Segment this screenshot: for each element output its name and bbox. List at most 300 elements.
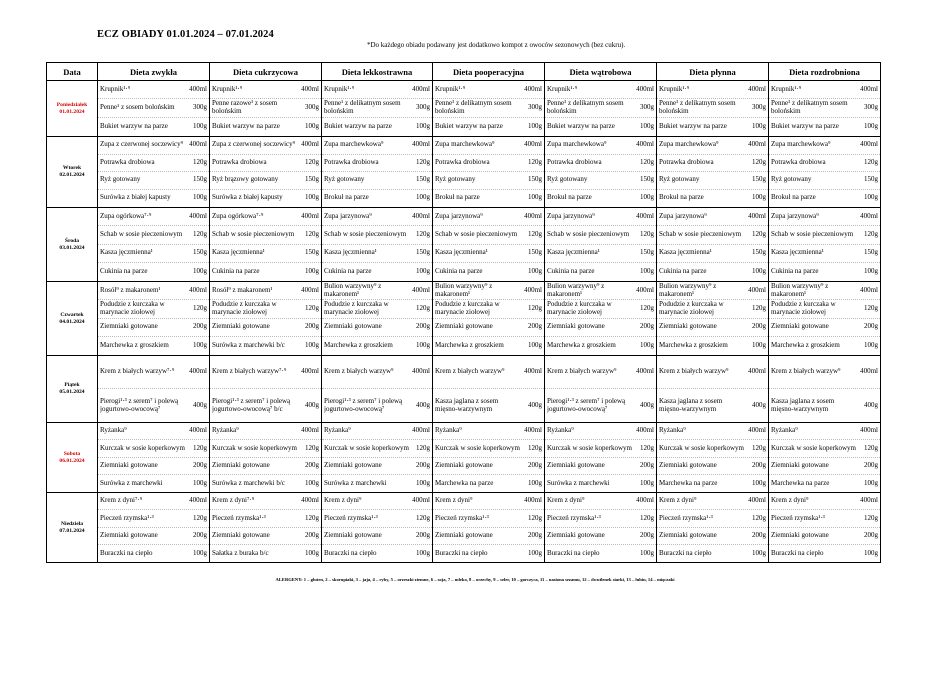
dish-list bbox=[210, 137, 321, 207]
dish-name: Ziemniaki gotowane bbox=[547, 461, 605, 469]
dish-name: Surówka z marchewki bbox=[547, 479, 610, 487]
menu-cell-light bbox=[322, 282, 433, 356]
dish-item bbox=[98, 458, 209, 475]
dish-name: Schab w sosie pieczeniowym bbox=[771, 231, 854, 239]
dish-portion: 400ml bbox=[636, 285, 654, 294]
dish-portion: 400ml bbox=[748, 285, 766, 294]
dish-portion: 120g bbox=[416, 304, 430, 313]
dish-item bbox=[657, 545, 768, 562]
dish-item bbox=[769, 458, 880, 475]
dish-name: Potrawka drobiowa bbox=[659, 158, 714, 166]
dish-name: Cukinia na parze bbox=[547, 268, 595, 276]
day-cell bbox=[47, 356, 98, 423]
dish-name: Potrawka drobiowa bbox=[771, 158, 826, 166]
dish-name: Potrawka drobiowa bbox=[324, 158, 379, 166]
dish-item bbox=[769, 493, 880, 510]
header-diet-liquid: Dieta płynna bbox=[657, 63, 769, 81]
dish-portion: 120g bbox=[864, 513, 878, 522]
dish-name: Pieczeń rzymska¹·³ bbox=[100, 514, 154, 522]
dish-item bbox=[545, 440, 656, 457]
dish-name: Pieczeń rzymska¹·³ bbox=[771, 514, 825, 522]
dish-portion: 200g bbox=[528, 460, 542, 469]
dish-portion: 150g bbox=[752, 175, 766, 184]
dish-name: Kurczak w sosie koperkowym bbox=[659, 444, 744, 452]
dish-list bbox=[98, 356, 209, 422]
dish-name: Ryż gotowany bbox=[547, 176, 588, 184]
dish-list bbox=[657, 356, 768, 422]
dish-item bbox=[322, 458, 432, 475]
dish-portion: 400ml bbox=[301, 496, 319, 505]
menu-cell-pureed bbox=[769, 282, 881, 356]
dish-portion: 400ml bbox=[412, 285, 430, 294]
dish-name: Kurczak w sosie koperkowym bbox=[435, 444, 520, 452]
dish-item bbox=[210, 389, 321, 422]
dish-portion: 300g bbox=[193, 103, 207, 112]
dish-item bbox=[210, 137, 321, 155]
dish-portion: 400g bbox=[305, 400, 319, 409]
menu-cell-light bbox=[322, 81, 433, 137]
dish-portion: 200g bbox=[752, 322, 766, 331]
dish-item bbox=[210, 172, 321, 190]
dish-name: Surówka z białej kapusty bbox=[100, 194, 171, 202]
dish-item bbox=[98, 81, 209, 99]
dish-list bbox=[769, 81, 880, 136]
dish-portion: 120g bbox=[193, 513, 207, 522]
dish-name: Buraczki na ciepło bbox=[100, 549, 153, 557]
menu-cell-postoperative bbox=[433, 208, 545, 282]
dish-list bbox=[210, 493, 321, 562]
dish-portion: 100g bbox=[864, 122, 878, 131]
dish-name: Penne¹ z delikatnym sosem bolońskim bbox=[435, 100, 512, 115]
dish-name: Cukinia na parze bbox=[324, 268, 372, 276]
header-diet-liver: Dieta wątrobowa bbox=[545, 63, 657, 81]
dish-portion: 200g bbox=[305, 530, 319, 539]
dish-portion: 300g bbox=[864, 103, 878, 112]
dish-name: Ryżanka⁹ bbox=[100, 427, 127, 435]
dish-item bbox=[433, 190, 544, 208]
dish-portion: 400ml bbox=[860, 496, 878, 505]
dish-portion: 120g bbox=[305, 157, 319, 166]
dish-item bbox=[769, 208, 880, 226]
dish-item bbox=[657, 389, 768, 422]
dish-item bbox=[433, 319, 544, 337]
dish-item bbox=[210, 226, 321, 244]
menu-cell-liver bbox=[545, 282, 657, 356]
dish-item bbox=[545, 190, 656, 208]
dish-item bbox=[769, 300, 880, 318]
dish-portion: 200g bbox=[640, 322, 654, 331]
dish-name: Schab w sosie pieczeniowym bbox=[100, 231, 183, 239]
dish-item bbox=[657, 137, 768, 155]
dish-portion: 200g bbox=[752, 460, 766, 469]
menu-cell-liver bbox=[545, 208, 657, 282]
dish-list bbox=[322, 137, 432, 207]
dish-list bbox=[433, 208, 544, 281]
dish-portion: 120g bbox=[752, 443, 766, 452]
day-name: Poniedziałek bbox=[56, 101, 88, 108]
dish-name: Pieczeń rzymska¹·³ bbox=[435, 514, 489, 522]
dish-item bbox=[210, 545, 321, 562]
dish-name: Kasza jęczmienna¹ bbox=[771, 249, 824, 257]
dish-name: Marchewka na parze bbox=[435, 479, 494, 487]
dish-name: Ryżanka⁹ bbox=[324, 427, 351, 435]
dish-portion: 200g bbox=[193, 530, 207, 539]
menu-cell-light bbox=[322, 356, 433, 423]
dish-list bbox=[98, 423, 209, 492]
dish-portion: 300g bbox=[752, 103, 766, 112]
dish-portion: 400ml bbox=[189, 140, 207, 149]
dish-portion: 100g bbox=[416, 341, 430, 350]
dish-name: Ziemniaki gotowane bbox=[547, 323, 605, 331]
dish-item bbox=[657, 458, 768, 475]
dish-name: Bukiet warzyw na parze bbox=[547, 123, 615, 131]
dish-item bbox=[657, 493, 768, 510]
dish-name: Ziemniaki gotowane bbox=[771, 461, 829, 469]
dish-item bbox=[545, 423, 656, 440]
dish-name: Ziemniaki gotowane bbox=[435, 531, 493, 539]
dish-item bbox=[769, 172, 880, 190]
dish-name: Surówka z białej kapusty bbox=[212, 194, 283, 202]
dish-name: Kurczak w sosie koperkowym bbox=[771, 444, 856, 452]
dish-portion: 120g bbox=[640, 304, 654, 313]
dish-portion: 200g bbox=[416, 460, 430, 469]
dish-portion: 120g bbox=[640, 513, 654, 522]
dish-item bbox=[433, 300, 544, 318]
dish-name: Krupnik¹·⁹ bbox=[100, 85, 131, 93]
dish-item bbox=[322, 528, 432, 545]
dish-item bbox=[98, 245, 209, 263]
menu-table bbox=[46, 62, 881, 563]
dish-name: Ziemniaki gotowane bbox=[212, 461, 270, 469]
dish-portion: 100g bbox=[752, 122, 766, 131]
dish-name: Ziemniaki gotowane bbox=[324, 323, 382, 331]
dish-item bbox=[545, 282, 656, 300]
dish-portion: 400ml bbox=[189, 496, 207, 505]
day-date: 04.01.2024 bbox=[59, 318, 85, 325]
dish-portion: 120g bbox=[752, 230, 766, 239]
dish-name: Ziemniaki gotowane bbox=[435, 461, 493, 469]
dish-list bbox=[545, 356, 656, 422]
dish-list bbox=[545, 81, 656, 136]
dish-portion: 100g bbox=[416, 122, 430, 131]
dish-item bbox=[98, 493, 209, 510]
dish-portion: 400ml bbox=[860, 84, 878, 93]
dish-portion: 120g bbox=[416, 230, 430, 239]
dish-item bbox=[769, 440, 880, 457]
dish-name: Bulion warzywny⁹ z makaronem¹ bbox=[659, 283, 717, 298]
dish-name: Zupa marchewkowa⁹ bbox=[324, 141, 384, 149]
dish-portion: 120g bbox=[193, 230, 207, 239]
dish-list bbox=[210, 282, 321, 355]
dish-list bbox=[98, 493, 209, 562]
dish-portion: 100g bbox=[528, 193, 542, 202]
dish-portion: 400ml bbox=[524, 496, 542, 505]
menu-cell-liver bbox=[545, 137, 657, 208]
dish-portion: 120g bbox=[640, 157, 654, 166]
dish-name: Ryżanka⁹ bbox=[212, 427, 239, 435]
dish-portion: 400ml bbox=[189, 285, 207, 294]
dish-item bbox=[98, 423, 209, 440]
dish-item bbox=[322, 545, 432, 562]
dish-name: Marchewka z groszkiem bbox=[771, 342, 840, 350]
dish-item bbox=[769, 190, 880, 208]
dish-item bbox=[545, 155, 656, 173]
menu-cell-pureed bbox=[769, 423, 881, 493]
dish-list bbox=[545, 423, 656, 492]
dish-name: Podudzie z kurczaka w marynacie ziołowej bbox=[212, 301, 277, 316]
dish-item bbox=[433, 475, 544, 492]
dish-item bbox=[545, 99, 656, 117]
dish-item bbox=[769, 263, 880, 281]
dish-portion: 400g bbox=[193, 400, 207, 409]
dish-item bbox=[769, 356, 880, 389]
dish-portion: 120g bbox=[752, 513, 766, 522]
dish-portion: 120g bbox=[193, 304, 207, 313]
dish-portion: 300g bbox=[640, 103, 654, 112]
dish-name: Zupa marchewkowa⁹ bbox=[435, 141, 495, 149]
dish-item bbox=[322, 172, 432, 190]
dish-portion: 100g bbox=[193, 341, 207, 350]
dish-name: Bukiet warzyw na parze bbox=[435, 123, 503, 131]
dish-portion: 150g bbox=[528, 248, 542, 257]
dish-portion: 400ml bbox=[301, 211, 319, 220]
dish-item bbox=[545, 137, 656, 155]
dish-name: Ziemniaki gotowane bbox=[547, 531, 605, 539]
dish-item bbox=[210, 245, 321, 263]
menu-cell-light bbox=[322, 208, 433, 282]
dish-portion: 120g bbox=[416, 513, 430, 522]
dish-item bbox=[769, 99, 880, 117]
dish-portion: 400ml bbox=[412, 140, 430, 149]
dish-portion: 400ml bbox=[860, 285, 878, 294]
menu-cell-light bbox=[322, 493, 433, 563]
dish-item bbox=[657, 263, 768, 281]
dish-name: Brokuł na parze bbox=[324, 194, 369, 202]
dish-item bbox=[433, 137, 544, 155]
dish-name: Buraczki na ciepło bbox=[659, 549, 712, 557]
dish-name: Ryżanka⁹ bbox=[659, 427, 686, 435]
dish-portion: 150g bbox=[864, 248, 878, 257]
dish-list bbox=[433, 81, 544, 136]
menu-cell-liver bbox=[545, 423, 657, 493]
dish-item bbox=[210, 510, 321, 527]
dish-item bbox=[322, 475, 432, 492]
dish-name: Schab w sosie pieczeniowym bbox=[435, 231, 518, 239]
dish-portion: 150g bbox=[193, 248, 207, 257]
dish-name: Podudzie z kurczaka w marynacie ziołowej bbox=[324, 301, 389, 316]
dish-portion: 100g bbox=[305, 193, 319, 202]
menu-cell-regular bbox=[98, 282, 210, 356]
dish-portion: 120g bbox=[528, 513, 542, 522]
dish-item bbox=[210, 81, 321, 99]
menu-cell-postoperative bbox=[433, 137, 545, 208]
dish-item bbox=[545, 356, 656, 389]
dish-item bbox=[545, 389, 656, 422]
dish-portion: 200g bbox=[864, 460, 878, 469]
dish-name: Krem z białych warzyw⁹ bbox=[659, 368, 729, 376]
dish-item bbox=[322, 440, 432, 457]
dish-name: Bulion warzywny⁹ z makaronem¹ bbox=[547, 283, 605, 298]
dish-item bbox=[657, 81, 768, 99]
dish-item bbox=[433, 245, 544, 263]
dish-name: Ziemniaki gotowane bbox=[659, 323, 717, 331]
dish-name: Ryżanka⁹ bbox=[435, 427, 462, 435]
dish-item bbox=[98, 226, 209, 244]
dish-name: Cukinia na parze bbox=[435, 268, 483, 276]
dish-portion: 150g bbox=[305, 175, 319, 184]
dish-portion: 100g bbox=[864, 478, 878, 487]
dish-portion: 400ml bbox=[524, 426, 542, 435]
dish-name: Buraczki na ciepło bbox=[435, 549, 488, 557]
dish-portion: 120g bbox=[640, 443, 654, 452]
dish-name: Kasza jęczmienna¹ bbox=[212, 249, 265, 257]
dish-portion: 100g bbox=[305, 478, 319, 487]
dish-portion: 400ml bbox=[636, 367, 654, 376]
dish-list bbox=[322, 356, 432, 422]
dish-name: Ziemniaki gotowane bbox=[212, 323, 270, 331]
dish-item bbox=[210, 475, 321, 492]
dish-portion: 200g bbox=[864, 322, 878, 331]
day-name: Sobota bbox=[63, 450, 81, 457]
menu-cell-pureed bbox=[769, 208, 881, 282]
dish-item bbox=[322, 282, 432, 300]
dish-item bbox=[210, 208, 321, 226]
dish-item bbox=[545, 81, 656, 99]
dish-portion: 200g bbox=[864, 530, 878, 539]
dish-name: Zupa jarzynowa⁹ bbox=[435, 212, 483, 220]
header-diet-regular: Dieta zwykła bbox=[98, 63, 210, 81]
dish-name: Cukinia na parze bbox=[212, 268, 260, 276]
menu-cell-diabetic bbox=[210, 81, 322, 137]
day-name: Niedziela bbox=[60, 520, 84, 527]
dish-portion: 400ml bbox=[189, 367, 207, 376]
dish-item bbox=[769, 475, 880, 492]
dish-item bbox=[433, 337, 544, 355]
dish-portion: 400ml bbox=[860, 211, 878, 220]
dish-portion: 100g bbox=[640, 122, 654, 131]
dish-portion: 200g bbox=[640, 460, 654, 469]
dish-item bbox=[98, 356, 209, 389]
dish-name: Marchewka z groszkiem bbox=[659, 342, 728, 350]
menu-cell-liquid bbox=[657, 356, 769, 423]
dish-item bbox=[433, 172, 544, 190]
dish-name: Pierogi¹·³ z serem⁷ i polewą jogurtowo-owocową⁷ b/c bbox=[212, 397, 291, 413]
dish-portion: 300g bbox=[416, 103, 430, 112]
dish-name: Kasza jęczmienna¹ bbox=[435, 249, 488, 257]
dish-portion: 400ml bbox=[748, 426, 766, 435]
dish-name: Cukinia na parze bbox=[100, 268, 148, 276]
dish-item bbox=[769, 226, 880, 244]
menu-cell-light bbox=[322, 423, 433, 493]
dish-portion: 120g bbox=[864, 304, 878, 313]
dish-name: Ryżanka⁹ bbox=[771, 427, 798, 435]
compote-note: *Do każdego obiadu podawany jest dodatkowo kompot z owoców sezonowych (bez cukru). bbox=[367, 41, 626, 49]
dish-item bbox=[545, 226, 656, 244]
dish-portion: 400g bbox=[640, 400, 654, 409]
dish-portion: 100g bbox=[864, 267, 878, 276]
dish-name: Pieczeń rzymska¹·³ bbox=[659, 514, 713, 522]
dish-item bbox=[657, 99, 768, 117]
dish-item bbox=[98, 510, 209, 527]
day-date: 03.01.2024 bbox=[59, 244, 85, 251]
dish-list bbox=[210, 208, 321, 281]
dish-name: Ziemniaki gotowane bbox=[659, 461, 717, 469]
dish-name: Cukinia na parze bbox=[771, 268, 819, 276]
dish-portion: 400ml bbox=[189, 211, 207, 220]
dish-list bbox=[433, 282, 544, 355]
dish-name: Zupa ogórkowa⁷·⁹ bbox=[212, 212, 264, 220]
dish-portion: 120g bbox=[305, 513, 319, 522]
dish-portion: 100g bbox=[193, 122, 207, 131]
dish-name: Marchewka z groszkiem bbox=[100, 342, 169, 350]
dish-list bbox=[657, 208, 768, 281]
dish-portion: 400ml bbox=[636, 426, 654, 435]
dish-name: Potrawka drobiowa bbox=[100, 158, 155, 166]
dish-portion: 100g bbox=[416, 193, 430, 202]
dish-portion: 100g bbox=[305, 122, 319, 131]
dish-item bbox=[657, 245, 768, 263]
dish-name: Penne¹ z delikatnym sosem bolońskim bbox=[659, 100, 736, 115]
dish-portion: 120g bbox=[528, 230, 542, 239]
dish-name: Kasza jęczmienna¹ bbox=[324, 249, 377, 257]
dish-item bbox=[545, 118, 656, 136]
dish-item bbox=[657, 440, 768, 457]
dish-portion: 120g bbox=[752, 157, 766, 166]
dish-name: Krem z dyni⁷·⁹ bbox=[212, 497, 255, 505]
dish-name: Ziemniaki gotowane bbox=[100, 323, 158, 331]
dish-list bbox=[98, 282, 209, 355]
allergens-legend: ALERGENY: 1 – gluten, 2 – skorupiaki, 3 – jaja, 4 – ryby, 5 – orzeszki ziemne, 6 – soja, 7 – mleko, 8 – orzechy, 9 – seler, 10 – gorczyca, 11 – nasiona sezamu, 12 – dwutlenek siarki, 13 – łubin, 14 – mięczaki bbox=[275, 577, 675, 582]
dish-item bbox=[433, 81, 544, 99]
dish-name: Podudzie z kurczaka w marynacie ziołowej bbox=[547, 301, 612, 316]
dish-name: Zupa jarzynowa⁹ bbox=[547, 212, 595, 220]
dish-item bbox=[545, 510, 656, 527]
dish-item bbox=[769, 389, 880, 422]
dish-item bbox=[210, 458, 321, 475]
dish-name: Ziemniaki gotowane bbox=[324, 531, 382, 539]
dish-name: Sałatka z buraka b/c bbox=[212, 549, 269, 557]
dish-portion: 200g bbox=[528, 322, 542, 331]
dish-portion: 120g bbox=[752, 304, 766, 313]
dish-name: Penne¹ z delikatnym sosem bolońskim bbox=[547, 100, 624, 115]
dish-item bbox=[322, 337, 432, 355]
dish-portion: 400ml bbox=[748, 211, 766, 220]
menu-cell-postoperative bbox=[433, 282, 545, 356]
day-date: 05.01.2024 bbox=[59, 389, 85, 395]
dish-item bbox=[210, 99, 321, 117]
dish-portion: 400ml bbox=[748, 367, 766, 376]
dish-portion: 100g bbox=[864, 341, 878, 350]
dish-name: Krupnik¹·⁹ bbox=[324, 85, 355, 93]
dish-name: Bukiet warzyw na parze bbox=[212, 123, 280, 131]
dish-name: Zupa z czerwonej soczewicy⁹ bbox=[212, 141, 296, 149]
dish-name: Rosół⁹ z makaronem¹ bbox=[212, 286, 273, 294]
dish-portion: 100g bbox=[752, 478, 766, 487]
dish-list bbox=[98, 208, 209, 281]
dish-portion: 400g bbox=[528, 400, 542, 409]
menu-cell-liver bbox=[545, 356, 657, 423]
dish-portion: 400ml bbox=[412, 211, 430, 220]
dish-item bbox=[433, 282, 544, 300]
dish-name: Kurczak w sosie koperkowym bbox=[547, 444, 632, 452]
dish-portion: 120g bbox=[305, 230, 319, 239]
dish-item bbox=[433, 510, 544, 527]
dish-portion: 100g bbox=[752, 548, 766, 557]
dish-item bbox=[433, 389, 544, 422]
dish-portion: 150g bbox=[640, 248, 654, 257]
dish-list bbox=[657, 282, 768, 355]
dish-list bbox=[545, 282, 656, 355]
